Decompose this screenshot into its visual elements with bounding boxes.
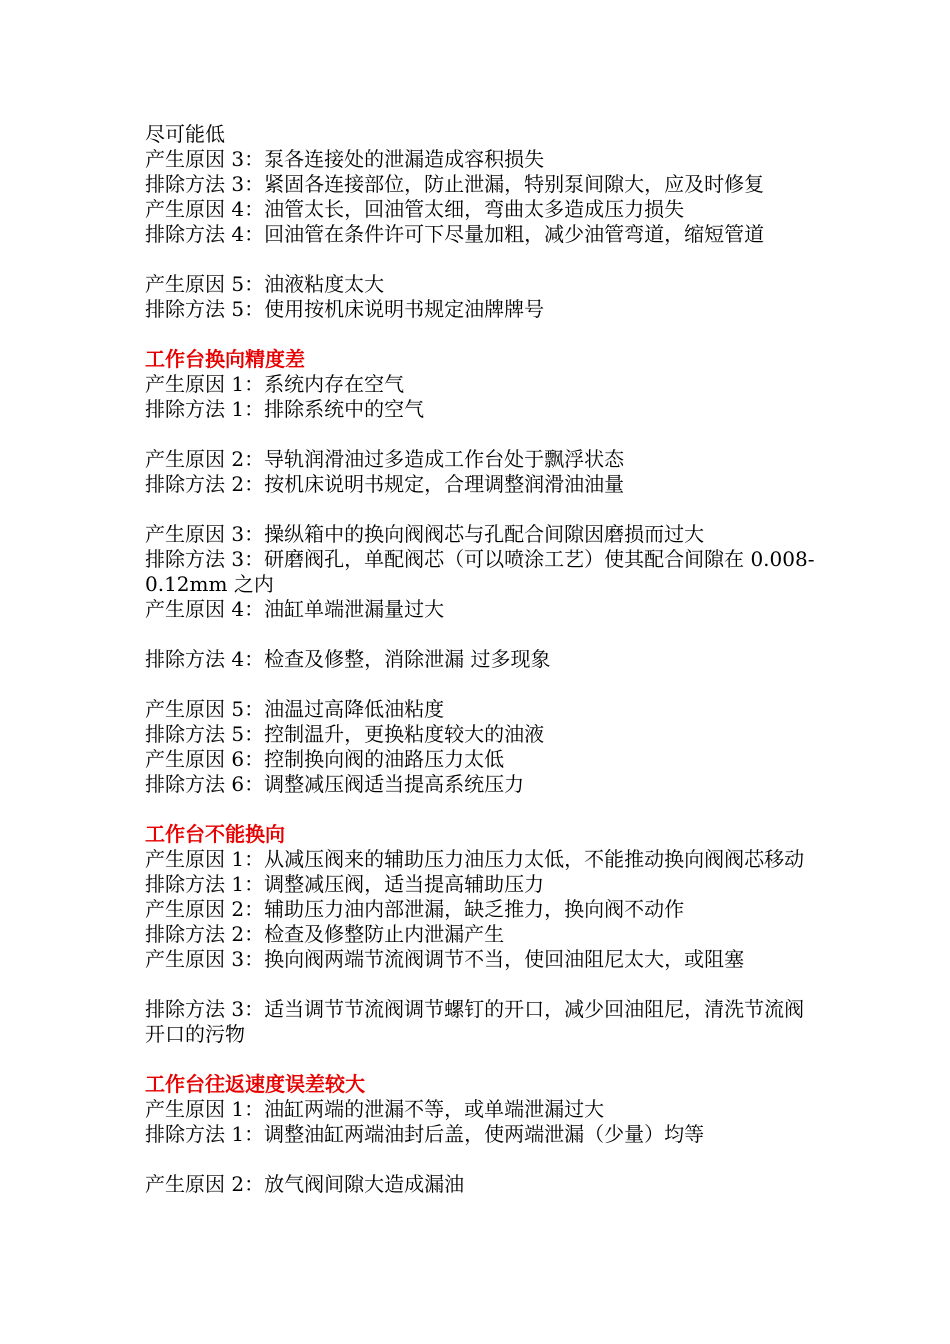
text-line: 排除方法 3：研磨阀孔，单配阀芯（可以喷涂工艺）使其配合间隙在 0.008-0.12mm 之内	[145, 547, 815, 596]
text-line: 产生原因 3：泵各连接处的泄漏造成容积损失	[145, 147, 545, 171]
blank-line	[145, 672, 820, 697]
text-line: 排除方法 1：排除系统中的空气	[145, 397, 425, 421]
blank-line	[145, 322, 820, 347]
blank-line	[145, 422, 820, 447]
text-line: 排除方法 1：调整油缸两端油封后盖，使两端泄漏（少量）均等	[145, 1122, 705, 1146]
text-line: 排除方法 3：适当调节节流阀调节螺钉的开口，减少回油阻尼，清洗节流阀开口的污物	[145, 997, 805, 1046]
text-line: 排除方法 2：按机床说明书规定，合理调整润滑油油量	[145, 472, 625, 496]
text-line: 产生原因 3：换向阀两端节流阀调节不当，使回油阻尼太大，或阻塞	[145, 947, 745, 971]
section-heading: 工作台往返速度误差较大	[145, 1072, 365, 1096]
text-line: 排除方法 3：紧固各连接部位，防止泄漏，特别泵间隙大，应及时修复	[145, 172, 765, 196]
text-line: 产生原因 2：放气阀间隙大造成漏油	[145, 1172, 465, 1196]
blank-line	[145, 1047, 820, 1072]
text-line: 尽可能低	[145, 122, 225, 146]
text-line: 排除方法 6：调整减压阀适当提高系统压力	[145, 772, 525, 796]
section-heading: 工作台换向精度差	[145, 347, 305, 371]
text-line: 产生原因 5：油液粘度太大	[145, 272, 385, 296]
text-line: 产生原因 1：油缸两端的泄漏不等，或单端泄漏过大	[145, 1097, 605, 1121]
text-line: 产生原因 4：油管太长，回油管太细，弯曲太多造成压力损失	[145, 197, 685, 221]
text-line: 排除方法 2：检查及修整防止内泄漏产生	[145, 922, 505, 946]
text-line: 排除方法 4：回油管在条件许可下尽量加粗，减少油管弯道，缩短管道	[145, 222, 765, 246]
text-line: 产生原因 6：控制换向阀的油路压力太低	[145, 747, 505, 771]
text-line: 产生原因 1：系统内存在空气	[145, 372, 405, 396]
document-body	[145, 122, 820, 1197]
blank-line	[145, 622, 820, 647]
blank-line	[145, 247, 820, 272]
text-line: 产生原因 2：辅助压力油内部泄漏，缺乏推力，换向阀不动作	[145, 897, 685, 921]
blank-line	[145, 797, 820, 822]
text-line: 产生原因 5：油温过高降低油粘度	[145, 697, 445, 721]
blank-line	[145, 497, 820, 522]
text-line: 排除方法 4：检查及修整，消除泄漏 过多现象	[145, 647, 551, 671]
text-line: 产生原因 1：从减压阀来的辅助压力油压力太低，不能推动换向阀阀芯移动	[145, 847, 805, 871]
text-line: 产生原因 4：油缸单端泄漏量过大	[145, 597, 445, 621]
section-heading: 工作台不能换向	[145, 822, 285, 846]
text-line: 排除方法 5：使用按机床说明书规定油牌牌号	[145, 297, 545, 321]
text-line: 排除方法 1：调整减压阀，适当提高辅助压力	[145, 872, 545, 896]
text-line: 产生原因 2：导轨润滑油过多造成工作台处于飘浮状态	[145, 447, 625, 471]
blank-line	[145, 1147, 820, 1172]
text-line: 产生原因 3：操纵箱中的换向阀阀芯与孔配合间隙因磨损而过大	[145, 522, 705, 546]
text-line: 排除方法 5：控制温升，更换粘度较大的油液	[145, 722, 545, 746]
blank-line	[145, 972, 820, 997]
